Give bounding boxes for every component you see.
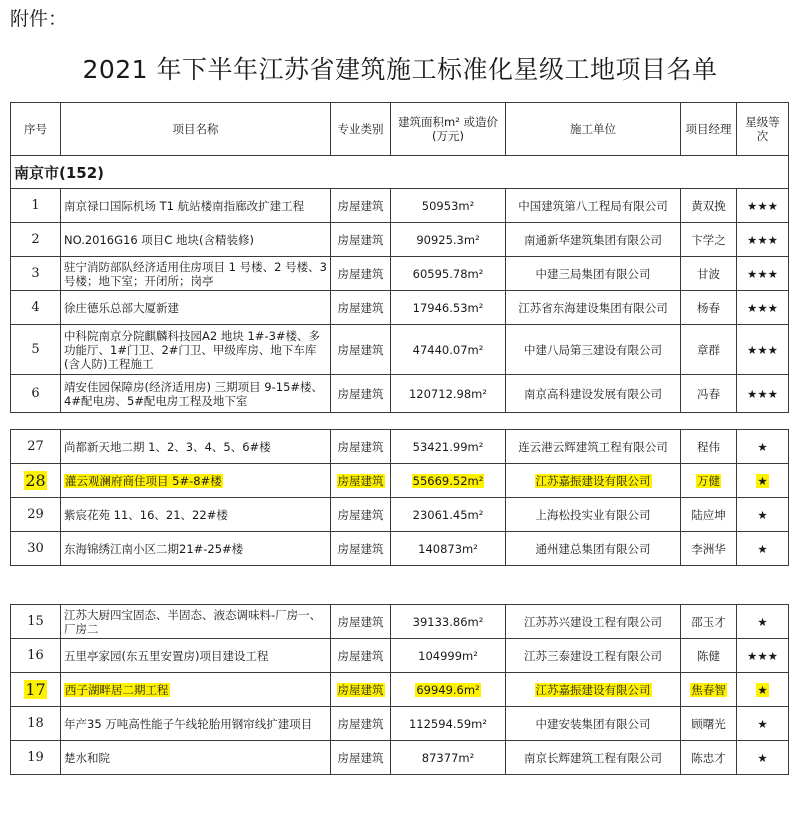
project-manager: 章群 [681, 325, 737, 375]
project-manager: 邵玉才 [681, 605, 737, 639]
highlight-mark: 69949.6m² [416, 682, 480, 697]
category: 房屋建筑 [331, 291, 391, 325]
category: 房屋建筑 [331, 707, 391, 741]
highlight-mark: ★ [757, 473, 768, 488]
star-rating: ★★★ [737, 375, 789, 413]
contractor: 中国建筑第八工程局有限公司 [506, 189, 681, 223]
row-number: 5 [11, 325, 61, 375]
highlight-mark: 西子湖畔居二期工程 [65, 682, 169, 697]
project-manager: 冯春 [681, 375, 737, 413]
project-manager: 黄双挽 [681, 189, 737, 223]
star-rating: ★★★ [737, 291, 789, 325]
col-header-name: 项目名称 [61, 103, 331, 156]
area-value: 140873m² [391, 532, 506, 566]
star-rating: ★ [737, 605, 789, 639]
project-manager: 程伟 [681, 430, 737, 464]
star-rating: ★ [737, 498, 789, 532]
table-header-row [11, 103, 789, 156]
row-number [11, 464, 61, 498]
gap-cell [11, 566, 789, 605]
area-value: 53421.99m² [391, 430, 506, 464]
city-row [11, 156, 789, 189]
category: 房屋建筑 [331, 189, 391, 223]
table-row [11, 375, 789, 413]
project-manager [681, 464, 737, 498]
star-rating: ★★★ [737, 639, 789, 673]
category [331, 464, 391, 498]
area-value: 50953m² [391, 189, 506, 223]
category: 房屋建筑 [331, 223, 391, 257]
star-rating: ★★★ [737, 257, 789, 291]
row-number: 29 [11, 498, 61, 532]
contractor: 中建三局集团有限公司 [506, 257, 681, 291]
area-value: 90925.3m² [391, 223, 506, 257]
project-name [61, 673, 331, 707]
category: 房屋建筑 [331, 741, 391, 775]
contractor: 通州建总集团有限公司 [506, 532, 681, 566]
area-value: 87377m² [391, 741, 506, 775]
area-value: 23061.45m² [391, 498, 506, 532]
category: 房屋建筑 [331, 498, 391, 532]
project-name: NO.2016G16 项目C 地块(含精装修) [61, 223, 331, 257]
highlight-mark: 17 [25, 680, 46, 699]
project-name: 中科院南京分院麒麟科技园A2 地块 1#-3#楼、多功能厅、1#门卫、2#门卫、甲级库房、地下车库(含人防)工程施工 [61, 325, 331, 375]
contractor [506, 464, 681, 498]
row-number: 2 [11, 223, 61, 257]
star-rating: ★★★ [737, 223, 789, 257]
contractor: 中建八局第三建设有限公司 [506, 325, 681, 375]
project-name: 年产35 万吨高性能子午线轮胎用钢帘线扩建项目 [61, 707, 331, 741]
star-rating [737, 464, 789, 498]
project-name: 紫宸花苑 11、16、21、22#楼 [61, 498, 331, 532]
contractor: 上海松投实业有限公司 [506, 498, 681, 532]
area-value: 112594.59m² [391, 707, 506, 741]
project-manager: 甘波 [681, 257, 737, 291]
table-row [11, 673, 789, 707]
project-manager: 陈健 [681, 639, 737, 673]
table-row [11, 464, 789, 498]
area-value: 17946.53m² [391, 291, 506, 325]
table-row [11, 291, 789, 325]
highlight-mark: 灌云观澜府商住项目 5#-8#楼 [65, 473, 222, 488]
area-value [391, 464, 506, 498]
table-row [11, 707, 789, 741]
category [331, 673, 391, 707]
contractor: 江苏苏兴建设工程有限公司 [506, 605, 681, 639]
project-name: 南京禄口国际机场 T1 航站楼南指廊改扩建工程 [61, 189, 331, 223]
gap-cell [11, 413, 789, 430]
row-number: 16 [11, 639, 61, 673]
project-name: 徐庄德乐总部大厦新建 [61, 291, 331, 325]
area-value [391, 673, 506, 707]
highlight-mark: 江苏嘉振建设有限公司 [535, 682, 651, 697]
highlight-mark: 房屋建筑 [337, 682, 384, 697]
project-manager [681, 673, 737, 707]
highlight-mark: 房屋建筑 [337, 473, 384, 488]
contractor [506, 673, 681, 707]
star-rating: ★ [737, 741, 789, 775]
row-number [11, 673, 61, 707]
table-row [11, 741, 789, 775]
table-row [11, 605, 789, 639]
category: 房屋建筑 [331, 430, 391, 464]
row-number: 30 [11, 532, 61, 566]
area-value: 39133.86m² [391, 605, 506, 639]
project-manager: 陆应坤 [681, 498, 737, 532]
row-number: 4 [11, 291, 61, 325]
row-number: 15 [11, 605, 61, 639]
project-name: 靖安佳园保障房(经济适用房) 三期项目 9-15#楼、4#配电房、5#配电房工程及地下室 [61, 375, 331, 413]
area-value: 47440.07m² [391, 325, 506, 375]
highlight-mark: 焦春智 [691, 682, 726, 697]
highlight-mark: 万健 [697, 473, 720, 488]
project-table [10, 102, 789, 775]
category: 房屋建筑 [331, 639, 391, 673]
star-rating: ★ [737, 707, 789, 741]
highlight-mark: 28 [25, 471, 46, 490]
highlight-mark: 55669.52m² [412, 473, 484, 488]
project-name: 驻宁消防部队经济适用住房项目 1 号楼、2 号楼、3 号楼；地下室；开闭所；岗亭 [61, 257, 331, 291]
category: 房屋建筑 [331, 375, 391, 413]
row-number: 19 [11, 741, 61, 775]
attachment-label: 附件： [10, 8, 68, 30]
project-manager: 顾曙光 [681, 707, 737, 741]
category: 房屋建筑 [331, 532, 391, 566]
col-header-stars: 星级等次 [737, 103, 789, 156]
category: 房屋建筑 [331, 257, 391, 291]
col-header-type: 专业类别 [331, 103, 391, 156]
project-manager: 杨春 [681, 291, 737, 325]
table-row [11, 639, 789, 673]
contractor: 江苏省东海建设集团有限公司 [506, 291, 681, 325]
table-row [11, 430, 789, 464]
project-manager: 陈忠才 [681, 741, 737, 775]
section-gap [11, 566, 789, 605]
area-value: 120712.98m² [391, 375, 506, 413]
star-rating: ★★★ [737, 325, 789, 375]
city-label: 南京市(152) [11, 156, 789, 189]
project-name: 五里亭家园(东五里安置房)项目建设工程 [61, 639, 331, 673]
row-number: 18 [11, 707, 61, 741]
table-row [11, 325, 789, 375]
col-header-no: 序号 [11, 103, 61, 156]
star-rating: ★ [737, 430, 789, 464]
project-manager: 李洲华 [681, 532, 737, 566]
project-name: 尚都新天地二期 1、2、3、4、5、6#楼 [61, 430, 331, 464]
area-value: 104999m² [391, 639, 506, 673]
contractor: 南通新华建筑集团有限公司 [506, 223, 681, 257]
category: 房屋建筑 [331, 325, 391, 375]
row-number: 3 [11, 257, 61, 291]
table-row [11, 498, 789, 532]
row-number: 27 [11, 430, 61, 464]
col-header-company: 施工单位 [506, 103, 681, 156]
row-number: 1 [11, 189, 61, 223]
contractor: 南京高科建设发展有限公司 [506, 375, 681, 413]
contractor: 中建安装集团有限公司 [506, 707, 681, 741]
document-title: 2021 年下半年江苏省建筑施工标准化星级工地项目名单 [82, 55, 718, 84]
category: 房屋建筑 [331, 605, 391, 639]
section-gap [11, 413, 789, 430]
contractor: 南京长辉建筑工程有限公司 [506, 741, 681, 775]
contractor: 连云港云辉建筑工程有限公司 [506, 430, 681, 464]
project-name: 江苏大厨四宝固态、半固态、液态调味料-厂房一、厂房二 [61, 605, 331, 639]
project-name: 楚水和院 [61, 741, 331, 775]
col-header-area: 建筑面积m² 或造价(万元) [391, 103, 506, 156]
table-row [11, 223, 789, 257]
star-rating [737, 673, 789, 707]
project-name [61, 464, 331, 498]
area-value: 60595.78m² [391, 257, 506, 291]
table-row [11, 532, 789, 566]
col-header-manager: 项目经理 [681, 103, 737, 156]
contractor: 江苏三泰建设工程有限公司 [506, 639, 681, 673]
star-rating: ★★★ [737, 189, 789, 223]
project-name: 东海锦绣江南小区二期21#-25#楼 [61, 532, 331, 566]
project-manager: 卞学之 [681, 223, 737, 257]
star-rating: ★ [737, 532, 789, 566]
table-row [11, 257, 789, 291]
table-row [11, 189, 789, 223]
highlight-mark: ★ [757, 682, 768, 697]
row-number: 6 [11, 375, 61, 413]
highlight-mark: 江苏嘉振建设有限公司 [535, 473, 651, 488]
